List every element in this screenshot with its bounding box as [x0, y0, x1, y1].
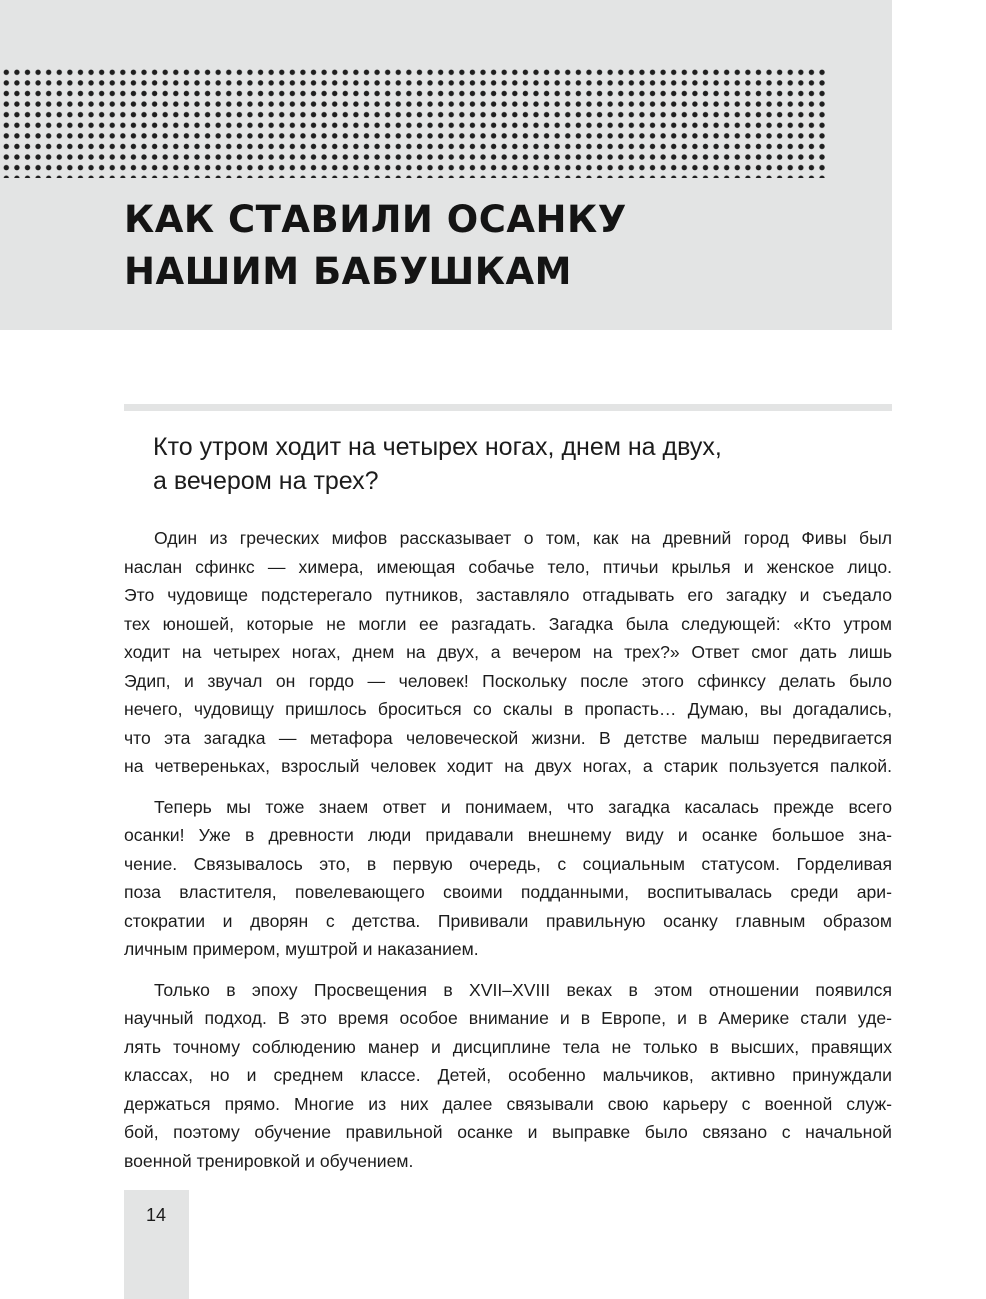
- text-line: военной тренировкой и обучением.: [124, 1150, 414, 1171]
- text-line: стократии и дворян с детства. Прививали правильную осанку главным образом: [124, 910, 892, 931]
- text-line: лять точному соблюдению манер и дисциплине тела не только в высших, правящих: [124, 1036, 892, 1057]
- chapter-title-line: НАШИМ БАБУШКАМ: [124, 250, 572, 293]
- text-line: Теперь мы тоже знаем ответ и понимаем, что загадка касалась прежде всего: [154, 796, 892, 817]
- epigraph-line: а вечером на трех?: [153, 467, 379, 495]
- text-line: Это чудовище подстерегало путников, заставляло отгадывать его загадку и съедало: [124, 585, 892, 605]
- epigraph-line: Кто утром ходит на четырех ногах, днем на двух,: [153, 433, 722, 461]
- text-line: бой, поэтому обучение правильной осанке и выправке было связано с начальной: [124, 1122, 892, 1142]
- paragraph: [124, 976, 892, 1176]
- paragraph: [124, 524, 892, 781]
- page-number: 14: [146, 1205, 167, 1225]
- text-line: ходит на четырех ногах, днем на двух, а вечером на трех?» Ответ смог дать лишь: [124, 642, 892, 662]
- text-line: Один из греческих мифов рассказывает о том, как на древний город Фивы был: [154, 528, 892, 548]
- epigraph: [153, 430, 853, 498]
- text-line: нечего, чудовищу пришлось броситься со скалы в пропасть… Думаю, вы догадались,: [124, 699, 892, 719]
- paragraph: [124, 793, 892, 964]
- chapter-title-line: КАК СТАВИЛИ ОСАНКУ: [124, 198, 627, 241]
- text-line: научный подход. В это время особое внимание и в Европе, и в Америке стали уде-: [124, 1008, 892, 1028]
- text-line: Эдип, и звучал он гордо — человек! Поскольку после этого сфинксу делать было: [124, 670, 892, 691]
- chapter-title: [124, 194, 627, 298]
- text-line: на четвереньках, взрослый человек ходит на двух ногах, а старик пользуется палкой.: [124, 756, 892, 776]
- text-line: чение. Связывалось это, в первую очередь, с социальным статусом. Горделивая: [124, 853, 892, 874]
- text-line: что эта загадка — метафора человеческой жизни. В детстве малыш передвигается: [124, 727, 892, 748]
- text-line: осанки! Уже в древности люди придавали внешнему виду и осанке большое зна-: [124, 825, 892, 845]
- text-line: Только в эпоху Просвещения в XVII–XVIII веках в этом отношении появился: [154, 979, 892, 1000]
- text-line: поза властителя, повелевающего своими подданными, воспитывалась среди ари-: [124, 882, 892, 902]
- text-line: тех юношей, которые не могли ее разгадать. Загадка была следующей: «Кто утром: [124, 613, 892, 634]
- text-line: классах, но и среднем классе. Детей, особенно мальчиков, активно принуждали: [124, 1065, 892, 1085]
- text-line: держаться прямо. Многие из них далее связывали свою карьеру с военной служ-: [124, 1093, 892, 1114]
- halftone-dot-pattern: [0, 66, 826, 178]
- text-line: наслан сфинкс — химера, имеющая собачье тело, птичьи крылья и женское лицо.: [124, 556, 892, 577]
- section-divider: [124, 404, 892, 411]
- text-line: личным примером, муштрой и наказанием.: [124, 939, 479, 959]
- body-text: [124, 524, 892, 1187]
- chapter-header-block: [0, 0, 892, 330]
